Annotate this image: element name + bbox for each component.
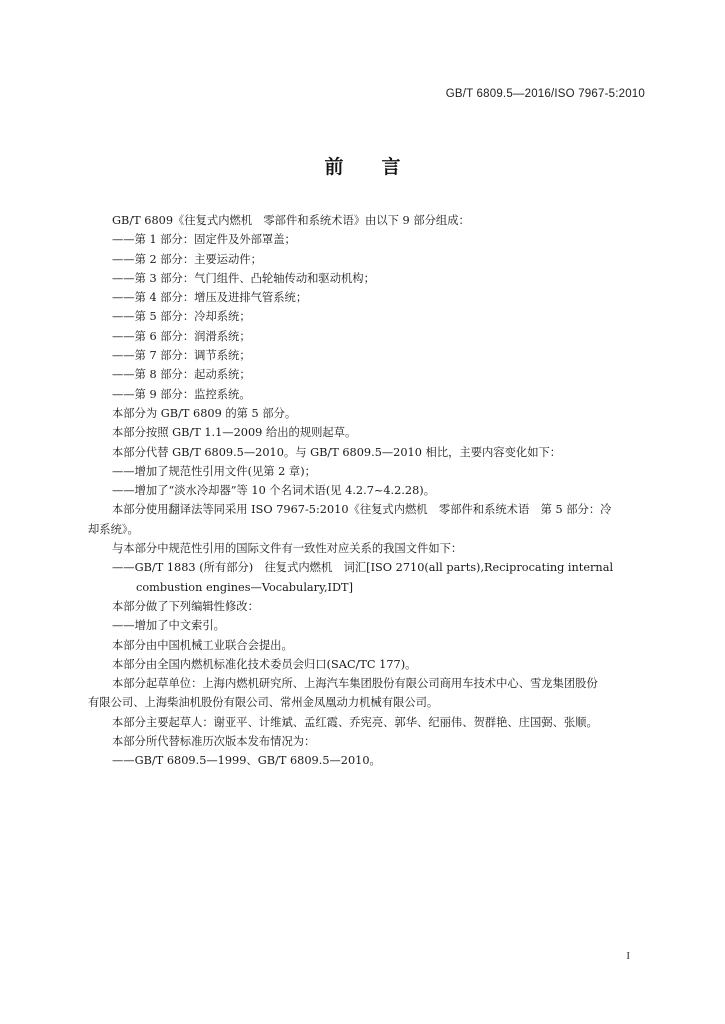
paragraph-line: combustion engines—Vocabulary,IDT] <box>136 580 354 594</box>
paragraph-line: 本部分由中国机械工业联合会提出。 <box>112 638 293 652</box>
paragraph-line: ——增加了“淡水冷却器”等 10 个名词术语(见 4.2.7~4.2.28)。 <box>112 484 435 498</box>
paragraph-line: 却系统》。 <box>88 522 139 536</box>
paragraph-line: ——第 6 部分：润滑系统； <box>112 329 251 343</box>
paragraph-line: 本部分为 GB/T 6809 的第 5 部分。 <box>112 406 297 420</box>
page-title: 前言 <box>324 156 439 178</box>
paragraph-line: ——GB/T 6809.5—1999、GB/T 6809.5—2010。 <box>112 754 381 768</box>
paragraph-line: 本部分按照 GB/T 1.1—2009 给出的规则起草。 <box>112 426 357 440</box>
paragraph-line: 与本部分中规范性引用的国际文件有一致性对应关系的我国文件如下： <box>112 542 463 556</box>
paragraph-line: ——第 5 部分：冷却系统； <box>112 310 251 324</box>
paragraph-line: 本部分做了下列编辑性修改： <box>112 599 259 613</box>
paragraph-line: ——第 4 部分：增压及进排气管系统； <box>112 291 308 305</box>
paragraph-line: GB/T 6809《往复式内燃机 零部件和系统术语》由以下 9 部分组成： <box>112 214 470 227</box>
paragraph-line: ——第 2 部分：主要运动件； <box>112 252 262 266</box>
page-number: I <box>626 950 630 962</box>
paragraph-line: 有限公司、上海柴油机股份有限公司、常州金凤凰动力机械有限公司。 <box>88 696 439 710</box>
paragraph-line: 本部分起草单位：上海内燃机研究所、上海汽车集团股份有限公司商用车技术中心、雪龙集团股份 <box>112 677 598 691</box>
paragraph-line: ——第 1 部分：固定件及外部罩盖； <box>112 233 296 247</box>
paragraph-line: ——第 9 部分：监控系统。 <box>112 387 251 401</box>
paragraph-line: 本部分所代替标准历次版本发布情况为： <box>112 735 316 749</box>
paragraph-line: ——第 8 部分：起动系统； <box>112 368 251 382</box>
foreword-body <box>88 211 648 771</box>
standard-code-header: GB/T 6809.5—2016/ISO 7967-5:2010 <box>445 88 645 100</box>
paragraph-line: ——增加了中文索引。 <box>112 619 225 633</box>
paragraph-line: ——增加了规范性引用文件(见第 2 章)； <box>112 464 316 478</box>
paragraph-line: 本部分使用翻译法等同采用 ISO 7967-5:2010《往复式内燃机 零部件和系统术语 第 5 部分：冷 <box>112 503 612 517</box>
paragraph-line: ——第 3 部分：气门组件、凸轮轴传动和驱动机构； <box>112 271 375 285</box>
paragraph-line: 本部分由全国内燃机标准化技术委员会归口(SAC/TC 177)。 <box>112 657 417 671</box>
paragraph-line: 本部分代替 GB/T 6809.5—2010。与 GB/T 6809.5—2010 相比，主要内容变化如下： <box>112 445 562 459</box>
paragraph-line: ——第 7 部分：调节系统； <box>112 349 251 363</box>
paragraph-line: ——GB/T 1883 (所有部分) 往复式内燃机 词汇[ISO 2710(all parts),Reciprocating internal <box>112 561 614 575</box>
paragraph-line: 本部分主要起草人：谢亚平、计维斌、孟红霞、乔宪亮、郭华、纪丽伟、贺群艳、庄国弼、张顺。 <box>112 715 598 729</box>
